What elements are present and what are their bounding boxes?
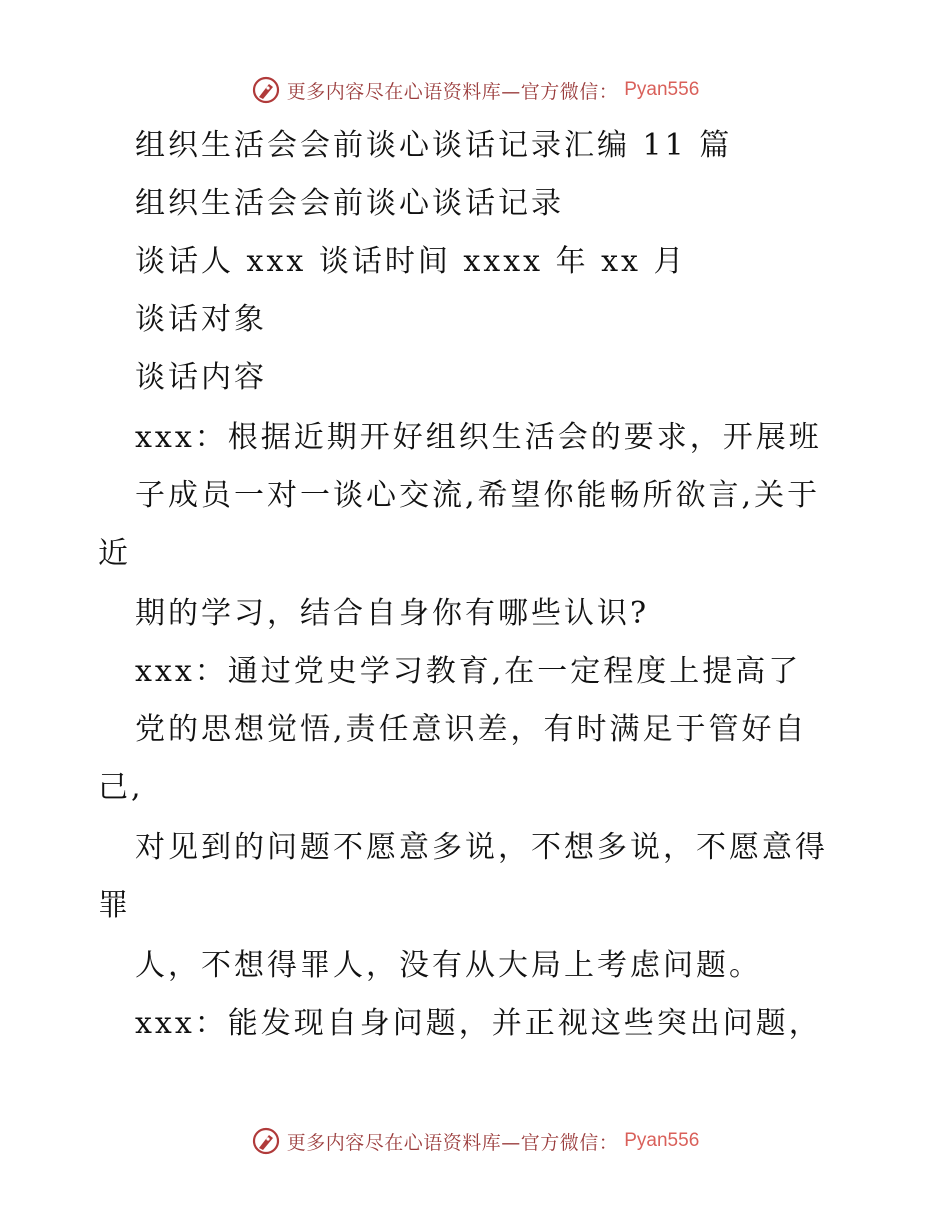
header-banner [0, 70, 950, 110]
banner-text: 更多内容尽在心语资料库—官方微信： [286, 80, 619, 103]
record-title: 组织生活会会前谈心谈话记录 [135, 186, 564, 221]
paragraph-line: 期的学习，结合自身你有哪些认识? [135, 596, 650, 631]
talk-target-label: 谈话对象 [135, 302, 267, 337]
pen-nib-logo-icon [251, 75, 281, 105]
talker-time-line: 谈话人 xxx 谈话时间 xxxx 年 xx 月 [135, 244, 687, 279]
banner-text: 更多内容尽在心语资料库—官方微信： [286, 1131, 619, 1154]
footer-banner [0, 1121, 950, 1161]
paragraph-line: xxx：通过党史学习教育,在一定程度上提高了 [135, 654, 802, 689]
banner-wechat-id: Pyan556 [624, 79, 700, 100]
paragraph-line: 党的思想觉悟,责任意识差，有时满足于管好自 [135, 712, 808, 747]
talk-content-label: 谈话内容 [135, 360, 267, 395]
paragraph-line: 对见到的问题不愿意多说，不想多说，不愿意得 [135, 830, 828, 865]
paragraph-line: xxx：能发现自身问题，并正视这些突出问题， [135, 1006, 822, 1041]
paragraph-line: 子成员一对一谈心交流,希望你能畅所欲言,关于 [135, 478, 821, 513]
paragraph-line: 己, [98, 770, 144, 805]
paragraph-line: 近 [98, 536, 131, 571]
document-title: 组织生活会会前谈心谈话记录汇编 11 篇 [135, 128, 733, 163]
header-banner-content [251, 75, 700, 105]
paragraph-line: 人，不想得罪人，没有从大局上考虑问题。 [135, 948, 762, 983]
footer-banner-content [251, 1126, 700, 1156]
pen-nib-logo-icon [251, 1126, 281, 1156]
paragraph-line: xxx：根据近期开好组织生活会的要求，开展班 [135, 420, 822, 455]
paragraph-line: 罪 [98, 888, 131, 923]
banner-wechat-id: Pyan556 [624, 1130, 700, 1151]
